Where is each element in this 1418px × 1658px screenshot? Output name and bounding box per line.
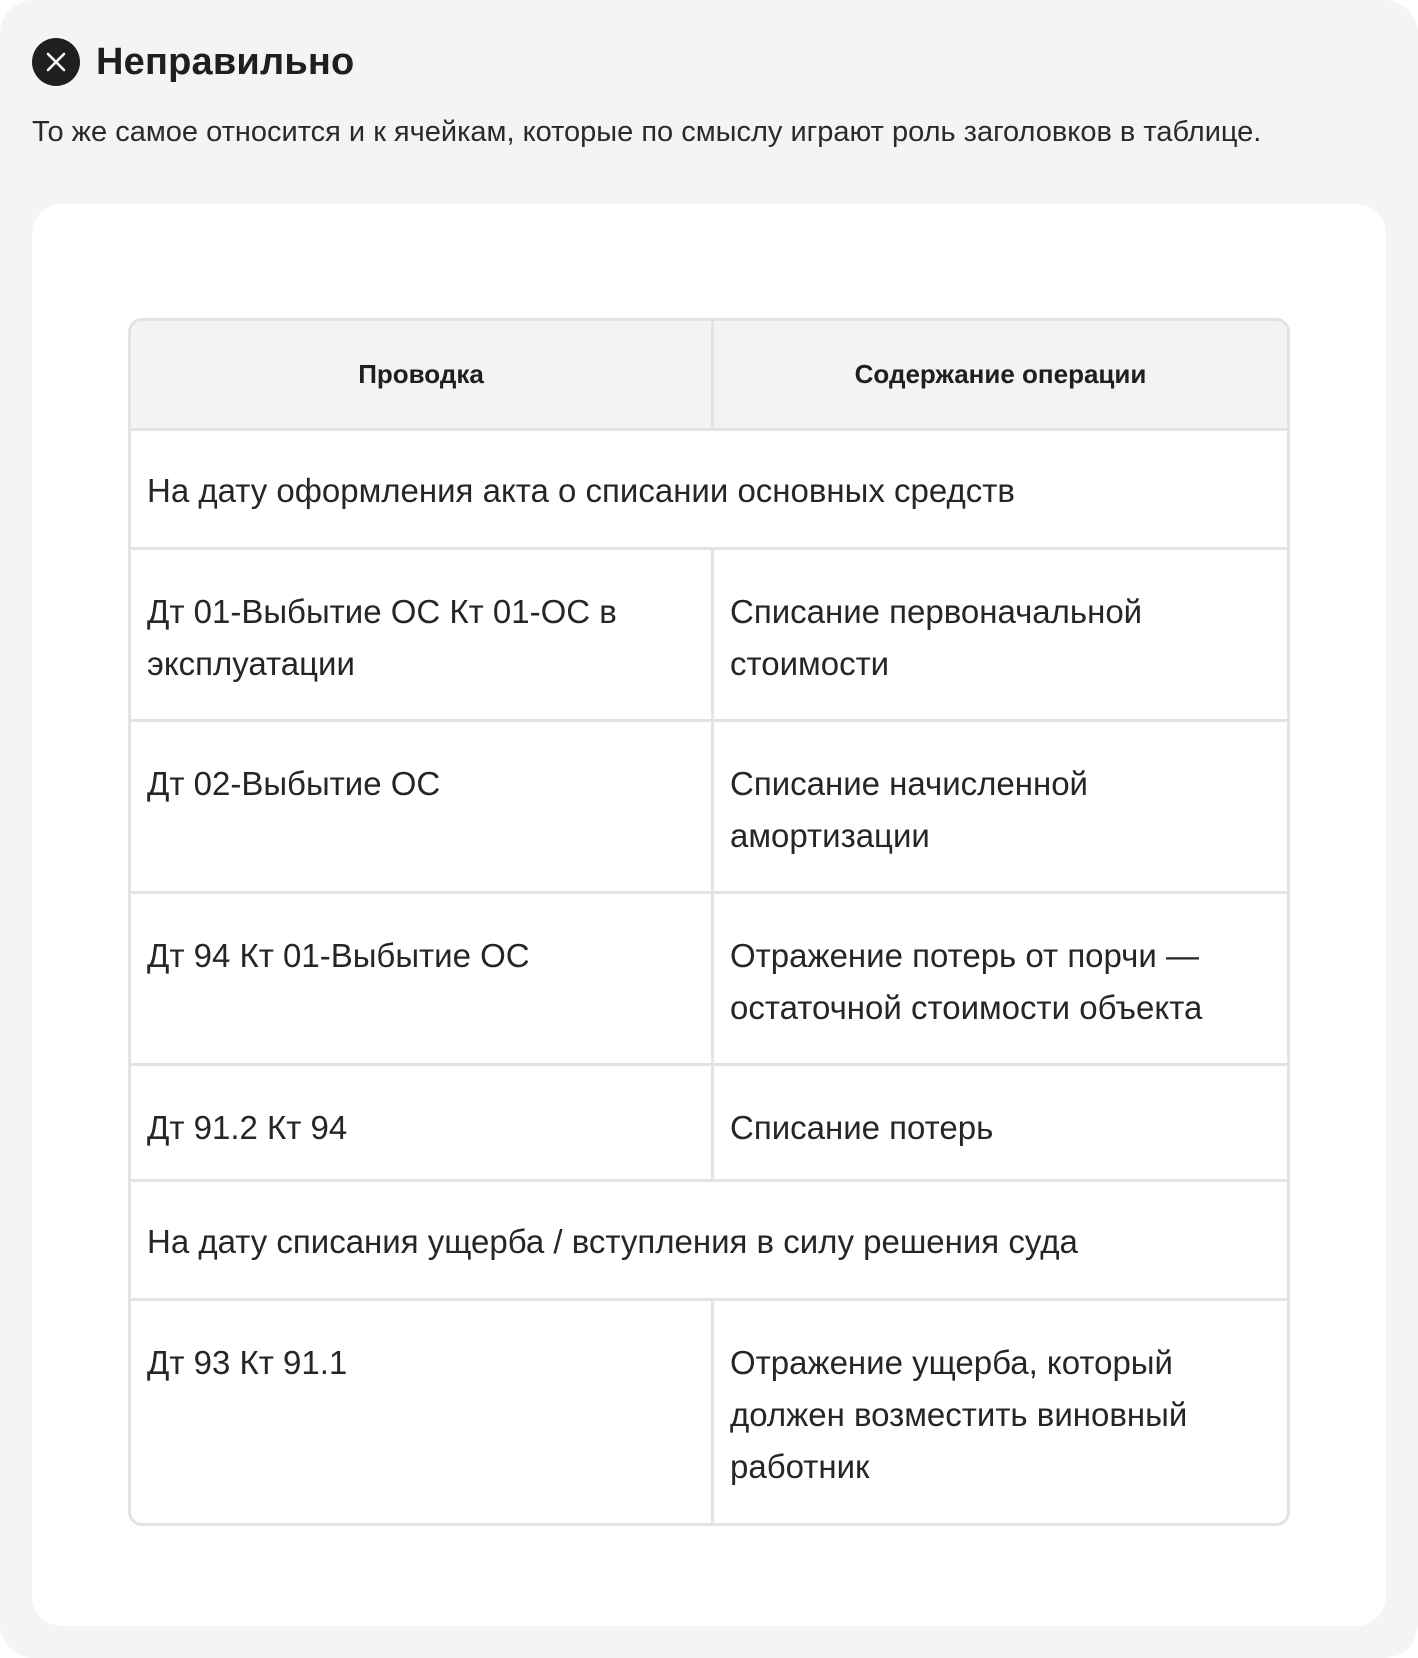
table-row xyxy=(131,550,1287,722)
table-row xyxy=(131,722,1287,894)
column-header-operation: Содержание операции xyxy=(711,321,1287,431)
operation-cell: Списание первоначальной стоимости xyxy=(711,550,1287,722)
table-row xyxy=(131,1066,1287,1182)
operation-cell: Отражение ущерба, который должен возместить виновный работник xyxy=(711,1301,1287,1523)
operation-cell: Отражение потерь от порчи — остаточной стоимости объекта xyxy=(711,894,1287,1066)
posting-cell: Дт 02-Выбытие ОС xyxy=(131,722,711,894)
table-header-row xyxy=(131,321,1287,431)
operation-cell: Списание потерь xyxy=(711,1066,1287,1182)
postings-table xyxy=(128,318,1290,1526)
table-row xyxy=(131,894,1287,1066)
group-label: На дату оформления акта о списании основных средств xyxy=(131,431,1287,550)
example-title: Неправильно xyxy=(96,41,355,83)
group-label: На дату списания ущерба / вступления в силу решения суда xyxy=(131,1182,1287,1301)
table-row xyxy=(131,1301,1287,1523)
example-header xyxy=(32,38,354,86)
column-header-posting: Проводка xyxy=(131,321,711,431)
table-group-row xyxy=(131,431,1287,550)
posting-cell: Дт 01-Выбытие ОС Кт 01-ОС в эксплуатации xyxy=(131,550,711,722)
example-description: То же самое относится и к ячейкам, которые по смыслу играют роль заголовков в таблице. xyxy=(32,116,1262,148)
posting-cell: Дт 91.2 Кт 94 xyxy=(131,1066,711,1182)
close-icon xyxy=(32,38,80,86)
posting-cell: Дт 93 Кт 91.1 xyxy=(147,1344,348,1381)
table-group-row xyxy=(131,1182,1287,1301)
example-card xyxy=(32,204,1386,1626)
posting-cell: Дт 94 Кт 01-Выбытие ОС xyxy=(131,894,711,1066)
operation-cell: Списание начисленной амортизации xyxy=(711,722,1287,894)
